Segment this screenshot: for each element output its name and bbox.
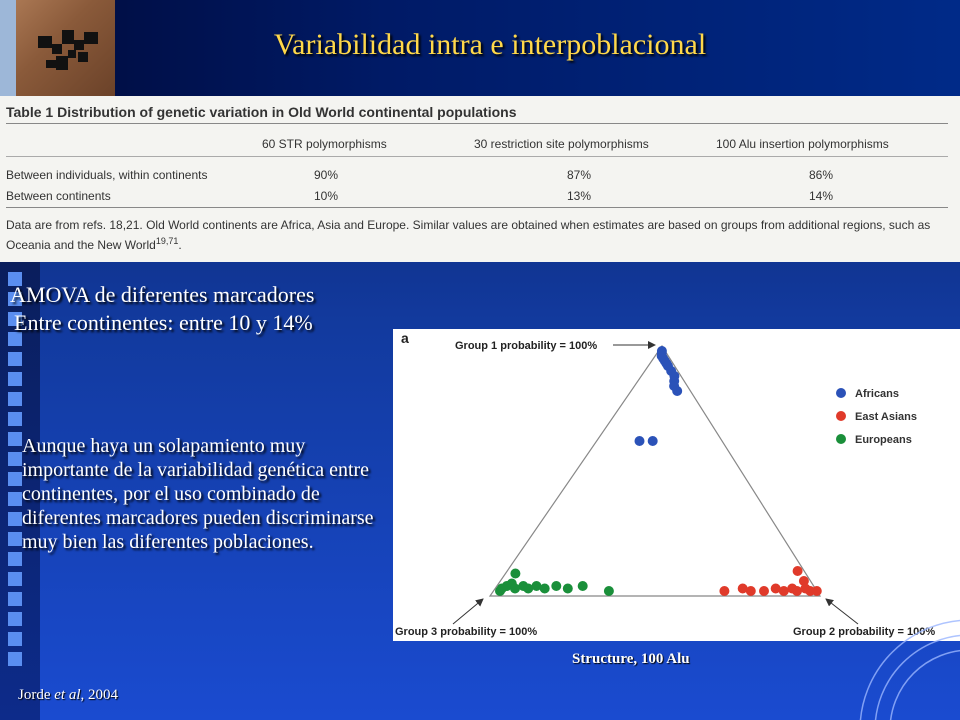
- footnote-end: .: [178, 238, 182, 252]
- legend-marker: [836, 388, 846, 398]
- data-point-africans: [635, 436, 645, 446]
- data-point-europeans: [551, 581, 561, 591]
- data-point-europeans: [510, 569, 520, 579]
- table-title: Table 1 Distribution of genetic variation in Old World continental populations: [6, 104, 517, 120]
- data-point-africans: [672, 386, 682, 396]
- citation: [18, 687, 118, 704]
- legend: [836, 388, 917, 446]
- data-point-europeans: [563, 584, 573, 594]
- table-cell: 86%: [809, 168, 834, 182]
- citation-author: Jorde: [18, 687, 51, 703]
- footnote-text: Data are from refs. 18,21. Old World continents are Africa, Asia and Europe. Similar values are obtained when estimates are based on groups from additional regions, such as Oceania and the New World: [6, 218, 931, 252]
- amova-line-1: AMOVA de diferentes marcadores: [10, 282, 315, 307]
- decorative-arcs: [820, 600, 960, 720]
- legend-label: Africans: [855, 388, 900, 400]
- data-point-east-asians: [793, 566, 803, 576]
- table-cell: 14%: [809, 189, 834, 203]
- table-cell: 90%: [314, 168, 339, 182]
- table-rule-mid: [6, 156, 948, 157]
- logo: [0, 0, 115, 96]
- data-point-europeans: [578, 581, 588, 591]
- data-point-east-asians: [799, 576, 809, 586]
- table-cell: 13%: [567, 189, 592, 203]
- data-points: [495, 346, 822, 596]
- table-row-label: Between individuals, within continents: [6, 168, 208, 182]
- legend-marker: [836, 434, 846, 444]
- group1-label: Group 1 probability = 100%: [455, 340, 598, 352]
- data-point-east-asians: [738, 584, 748, 594]
- data-point-africans: [648, 436, 658, 446]
- amova-heading: [10, 281, 314, 337]
- panel-label: a: [401, 330, 409, 346]
- data-point-east-asians: [759, 586, 769, 596]
- data-point-east-asians: [719, 586, 729, 596]
- legend-marker: [836, 411, 846, 421]
- amova-line-2: Entre continentes: entre 10 y 14%: [14, 310, 313, 335]
- group2-label: Group 2 probability = 100%: [793, 626, 936, 638]
- table-rule-bottom: [6, 207, 948, 208]
- ternary-plot: [393, 329, 960, 641]
- figure-caption: Structure, 100 Alu: [572, 651, 690, 667]
- group3-label: Group 3 probability = 100%: [395, 626, 538, 638]
- table-cell: 87%: [567, 168, 592, 182]
- table-header-str: 60 STR polymorphisms: [262, 137, 387, 151]
- table-header-rsp: 30 restriction site polymorphisms: [474, 137, 649, 151]
- table-row-label: Between continents: [6, 189, 111, 203]
- explanation-paragraph: Aunque haya un solapamiento muy importante de la variabilidad genética entre continentes, por el uso combinado de diferentes marcadores pueden discriminarse muy bien las diferentes poblaciones.: [22, 435, 374, 553]
- legend-label: Europeans: [855, 434, 912, 446]
- data-point-europeans: [540, 584, 550, 594]
- table-footnote: [6, 217, 946, 253]
- data-point-east-asians: [787, 584, 797, 594]
- slide-title: Variabilidad intra e interpoblacional: [273, 28, 707, 61]
- citation-year: , 2004: [80, 687, 118, 703]
- table-header-alu: 100 Alu insertion polymorphisms: [716, 137, 889, 151]
- footnote-ref: 19,71: [155, 236, 179, 246]
- table-cell: 10%: [314, 189, 339, 203]
- table-rule-top: [6, 123, 948, 124]
- data-point-east-asians: [771, 584, 781, 594]
- university-logo-icon: [0, 0, 115, 96]
- citation-etal: et al: [54, 687, 81, 703]
- ternary-triangle: [490, 346, 820, 596]
- data-point-europeans: [604, 586, 614, 596]
- legend-label: East Asians: [855, 411, 917, 423]
- structure-figure: [393, 329, 960, 641]
- group3-arrow: [453, 599, 483, 624]
- genetic-variation-table: [0, 96, 960, 262]
